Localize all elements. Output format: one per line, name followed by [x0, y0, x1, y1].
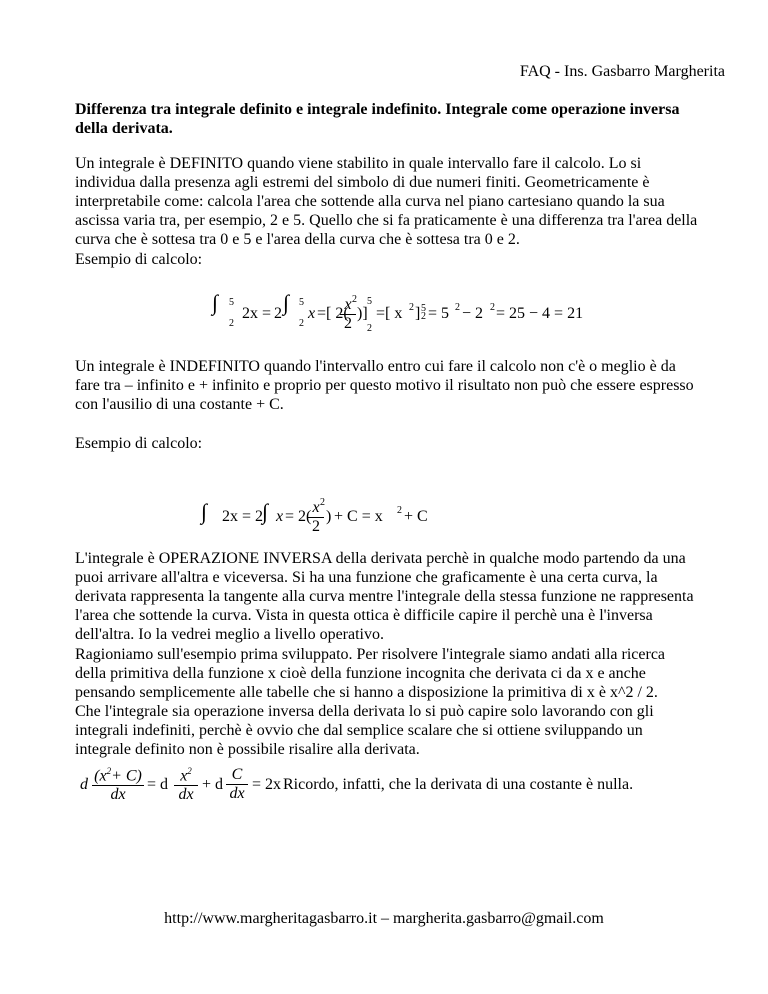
paragraph-esempio: Ragioniamo sull'esempio prima sviluppato. Per risolvere l'integrale siamo andati alla ricerca della primitiva della funzione x cioè della funzione incognita che derivata ci da x e anche pensando semplicemente alle tabelle che si hanno a disposizione la primitiva di x è x^2 / 2.: [75, 646, 666, 701]
exponent: 2: [352, 294, 357, 305]
integral-sign: ∫: [262, 499, 269, 524]
eval-upper: 5: [421, 303, 426, 314]
equals-sign: =: [262, 305, 272, 322]
eval-upper: 5: [367, 296, 372, 307]
bracket-close: )]: [357, 305, 368, 322]
integrand: 2x: [222, 508, 238, 525]
bracket-open: = 2(: [285, 508, 312, 525]
integral-sign: ∫: [283, 290, 290, 315]
equals-d: = d: [147, 776, 169, 793]
term-2sq: − 2: [462, 305, 484, 322]
integral-sign: ∫: [212, 290, 219, 315]
constant-term-2: + C: [404, 508, 428, 525]
integral-upper-bound: 5: [299, 297, 304, 308]
example-label-1: Esempio di calcolo:: [75, 251, 203, 268]
paragraph-indefinito: Un integrale è INDEFINITO quando l'intervallo entro cui fare il calcolo non c'è o meglio è da fare tra – infinito e + infinito e proprio per questo motivo il risultato non può che essere espresso con l'ausilio di una costante + C.: [75, 358, 694, 413]
exponent: 2: [455, 302, 460, 313]
eval-lower: 2: [421, 311, 426, 322]
page-footer[interactable]: http://www.margheritagasbarro.it – margherita.gasbarro@gmail.com: [164, 910, 604, 927]
bracket-open: =[ 2(: [317, 305, 349, 322]
bracket-close: ): [326, 508, 332, 525]
fraction: x 2: [340, 296, 356, 333]
fraction: C dx: [226, 766, 248, 803]
result: = 25 − 4 = 21: [496, 305, 584, 322]
plus-d: + d: [202, 776, 224, 793]
paragraph-integrali-indefiniti: Che l'integrale sia operazione inversa della derivata lo si può capire solo lavorando con gli integrali indefiniti, perchè è ovvio che dal semplice scalare che si ottiene sviluppando un integrale definito non è possibile risalire alla derivata.: [75, 703, 654, 758]
derivative-note: Ricordo, infatti, che la derivata di una costante è nulla.: [283, 776, 634, 793]
page-title: Differenza tra integrale definito e integrale indefinito. Integrale come operazione inversa della derivata.: [75, 101, 680, 137]
term-5sq: = 5: [428, 305, 450, 322]
fraction: $(x^2+ C)$ dx: [92, 766, 144, 804]
factor: 2: [274, 305, 282, 322]
integral-lower-bound: 2: [299, 318, 304, 329]
paragraph-definito: Un integrale è DEFINITO quando viene stabilito in quale intervallo fare il calcolo. Lo si individua dalla presenza agli estremi del simbolo di due numeri finiti. Geometricamente è interpretabile come: calcola l'area che sottende alla curva nel piano cartesiano quando la sua ascissa varia tra, per esempio, 2 e 5. Quello che si fa praticamente è una differenza tra l'area della curva che è sottesa tra 0 e 5 e l'area della curva che è sottesa tra 0 e 2.: [75, 155, 698, 248]
bracket-open-2: =[ x: [376, 305, 403, 322]
exponent: 2: [397, 505, 402, 516]
exponent: 2: [320, 497, 325, 508]
integral-upper-bound: 5: [229, 297, 234, 308]
variable: x: [276, 508, 284, 525]
factor: = 2: [242, 508, 264, 525]
integral-sign: ∫: [201, 499, 208, 524]
derivative-result: = 2x: [252, 776, 282, 793]
page-header: FAQ - Ins. Gasbarro Margherita: [519, 63, 725, 80]
paragraph-operazione-inversa: L'integrale è OPERAZIONE INVERSA della derivata perchè in qualche modo partendo da una puoi arrivare all'altra e viceversa. Si ha una funzione che graficamente è una certa curva, la derivata rappresenta la tangente alla curva mentre l'integrale della stessa funzione ne rappresenta l'area che sottende la curva. Vista in questa ottica è difficile capire il perchè una è l'inversa dell'altra. Io la vedrei meglio a livello operativo.: [75, 550, 694, 643]
integrand: 2x: [242, 305, 258, 322]
bracket-close-2: ]: [415, 305, 421, 322]
example-label-2: Esempio di calcolo:: [75, 435, 203, 452]
exponent: 2: [409, 302, 414, 313]
fraction: $x^2$ dx: [174, 766, 198, 804]
integral-lower-bound: 2: [229, 318, 234, 329]
derivative-operator: d: [80, 776, 88, 793]
constant-term: + C = x: [334, 508, 383, 525]
variable: x: [308, 305, 316, 322]
eval-lower: 2: [367, 323, 372, 334]
fraction: x 2: [308, 499, 324, 536]
exponent: 2: [490, 302, 495, 313]
